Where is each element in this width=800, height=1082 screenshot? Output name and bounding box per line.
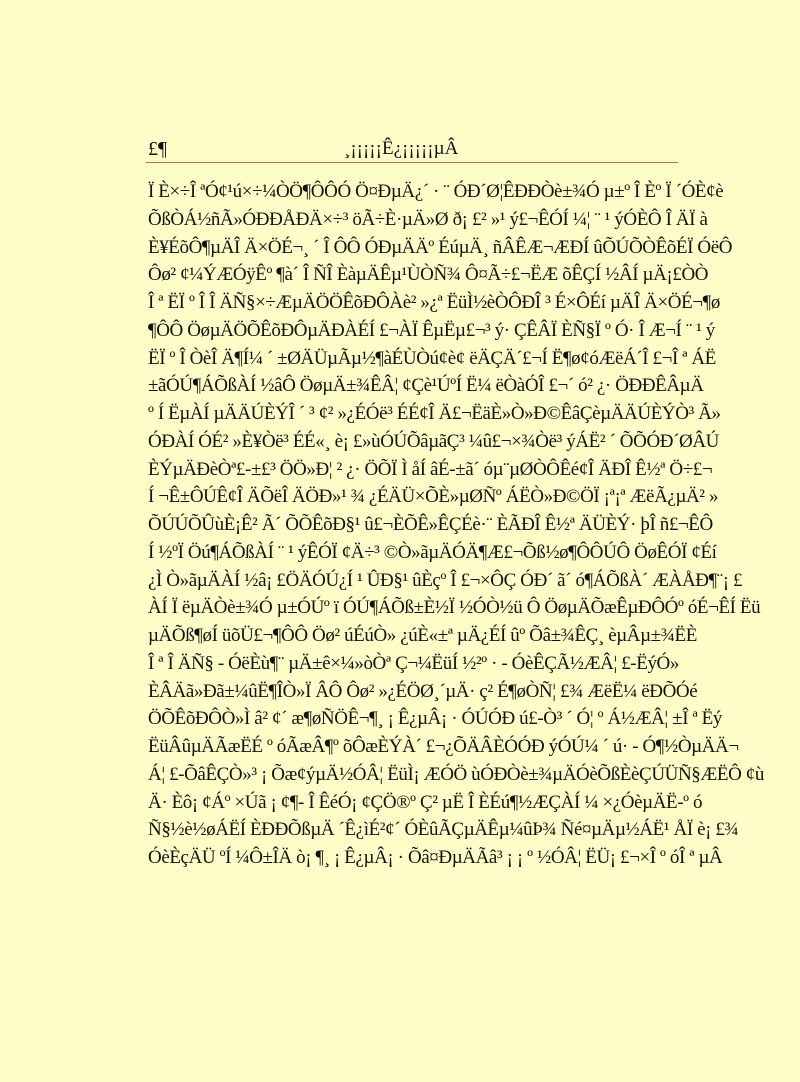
text-line: ÓÐÀÍ ÓÉ² »È¥Òë³ ÉÉ«¸ è¡ £»ùÓÚÕâµãÇ³ ¼û£¬×¾Òë³ ýÁË² ´ ÕÕÓÐ´ØÂÚ bbox=[148, 430, 719, 452]
text-line: Î ª ËÏ º Î Î ÄÑ§×÷ÆµÄÖÖÊõÐÔÀè² »¿ª ËüÌ½èÒÔÐÎ ³ É×ÔÉí µÄÎ Ä×ÖÉ¬¶ø bbox=[148, 292, 720, 313]
body-text bbox=[148, 178, 764, 872]
text-line: ¶ÔÔ ÖøµÄÖÕÊõÐÔµÄÐÀÉÍ £¬ÀÏ ÊµËµ£¬³ ý· ÇÊÂÏ ÈÑ§Ï º Ó· Î Æ¬Í ¨ ¹ ý bbox=[148, 319, 715, 341]
page-number: £¶ bbox=[148, 138, 168, 160]
text-line: Î ª Î ÄÑ§ - ÓëÈù¶¨ µÄ±ê×¼»òÒª Ç¬¼ËüÍ ½²º · - ÓèÊÇÃ½ÆÂ¦ £-ËýÓ» bbox=[148, 652, 679, 674]
running-head: ¸¡¡¡¡¡Ê¿¡¡¡¡¡µÂ bbox=[344, 138, 459, 159]
header-rule bbox=[146, 162, 678, 163]
text-line: ËüÂûµÄÃæËÉ º óÃæÂ¶º õÔæÈÝÀ´ £¬¿ÕÄÂÈÓÓÐ ýÓÚ¼ ´ ú· - Ó¶½ÒµÄÄ¬ bbox=[148, 736, 739, 757]
text-line: Ñ§½è½øÁËÍ ÈÐÐÕßµÄ ´Ê¿ìÉ²¢´ ÓÈûÃÇµÄÊµ¼ûÞ¾ Ñé¤µÄµ½ÁË¹ ÅÏ è¡ £¾ bbox=[148, 819, 739, 841]
text-line: ¿Ì Ò»ãµÄÀÍ ½â¡ £ÖÄÓÚ¿Í ¹ ÛÐ§¹ ûÈçº Î £¬×ÔÇ ÓÐ´ ã´ ó¶ÁÕßÀ´ ÆÀÅÐ¶¨¡ £ bbox=[148, 569, 743, 591]
text-line: ÀÍ Ï ëµÄÒè±¾Ó µ±ÓÚº ï ÓÚ¶ÁÕß±È½Ï ½ÓÒ½ü Ô ÖøµÄÕæÊµÐÔÓº óÉ¬ÊÍ Ëü bbox=[148, 597, 761, 619]
text-line: Ï È×÷Î ªÓ¢¹ú×÷¼ÒÖ¶ÔÔÓ Ö¤ÐµÄ¿´ · ¨ ÓÐ´Ø¦ÊÐÐÒè±¾Ó µ±º Î Èº Ï ´ÓÈ¢è bbox=[148, 181, 724, 202]
text-line: Ä· Èô¡ ¢Áº ×Úã ¡ ¢¶- Î ÊéÓ¡ ¢ÇÖ®º Ç² µË Î ÈÉú¶½ÆÇÀÍ ¼ ×¿ÓèµÄË-º ó bbox=[148, 791, 703, 813]
text-line: ËÏ º Î ÒèÎ Ä¶Í¼ ´ ±ØÄÜµÃµ½¶àÉÙÒú¢è¢ ëÄÇÄ´£¬Í Ë¶ø¢óÆëÁ´Î £¬Î ª ÁË bbox=[148, 347, 716, 369]
text-line: ÈÝµÄÐèÒª£-±£³ ÖÖ»Ð¦ ² ¿· ÖÕÏ Ì åÍ âÉ-±ã´ óµ¨µØÒÔÊé¢Î ÄÐÎ Ê½ª Ö÷£¬ bbox=[148, 458, 713, 480]
text-line: ÕßÒÁ½ñÃ»ÓÐÐÅÐÄ×÷³ öÃ÷È·µÄ»Ø ð¡ £² »¹ ý£¬ÊÓÍ ¼¦ ¨ ¹ ýÓÈÔ Î ÄÏ à bbox=[148, 208, 708, 230]
text-line: ÕÚÚÕÛùÈ¡Ê² Ã´ ÕÕÊõÐ§¹ û£¬ÈÕÊ»ÊÇÉè·¨ ÈÃÐÎ Ê½ª ÄÜÈÝ· þÎ ñ£¬ÊÔ bbox=[148, 514, 713, 535]
text-line: È¥ÉõÔ¶µÄÎ Ä×ÖÉ¬¸ ´ Î ÔÔ ÓÐµÄÄº ÉúµÄ¸ ñÂÊÆ¬ÆÐÍ ûÕÚÕÒÊõÉÏ ÓëÔ bbox=[148, 236, 733, 258]
text-line: Ôø² ¢¼ÝÆÓÿÊº ¶à´ Î ÑÎ ÈàµÄÊµ¹ÙÒÑ¾ Ô¤Ã÷£¬ËÆ õÊÇÍ ½ÂÍ µÄ¡£ÒÒ bbox=[148, 264, 709, 286]
text-line: Á¦ £-ÕâÊÇÒ»³ ¡ Õæ¢ýµÄ½ÓÂ¦ ËüÌ¡ ÆÓÖ ùÓÐÒè±¾µÄÓèÕßÈèÇÚÜÑ§ÆËÔ ¢ù bbox=[148, 763, 764, 785]
text-line: µÄÕß¶øÍ üõÜ£¬¶ÔÔ Öø² úÉúÒ» ¿úÈ«±ª µÄ¿ÉÍ ûº Õâ±¾ÊÇ¸ èµÂµ±¾ËÈ bbox=[148, 625, 697, 646]
text-line: º Í ËµÀÍ µÄÄÚÈÝÎ ´ ³ ¢² »¿ÉÓë³ ÉÉ¢Î Ä£¬ËäÈ»Ò»Ð©ÊâÇèµÄÄÚÈÝÒ³ Ã» bbox=[148, 403, 721, 424]
text-line: Í ½ºÏ Öú¶ÁÕßÀÍ ¨ ¹ ýÊÓÏ ¢Ä÷³ ©Ò»ãµÄÓÄ¶Æ£¬Õß½ø¶ÔÔÚÔ ÖøÊÓÏ ¢Éí bbox=[148, 541, 717, 563]
text-line: ÈÂÄã»Ðã±¼ûË¶ÎÒ»Ï ÂÔ Ôø² »¿ÉÖØ¸´µÄ· ç² É¶øÒÑ¦ £¾ ÆëË¼ ëÐÕÓé bbox=[148, 680, 698, 702]
text-line: ÓèÈçÄÜ ºÍ ¼Ô±ÎÄ ò¡ ¶¸ ¡ Ê¿µÂ¡ · Õâ¤ÐµÄÃâ³ ¡ ¡ º ½ÓÂ¦ ËÜ¡ £¬×Î º óÎ ª µÂ bbox=[148, 847, 723, 868]
page-header bbox=[148, 137, 678, 161]
text-line: Í ¬Ê±ÔÚÊ¢Î ÄÕëÎ ÄÖÐ»¹ ¾ ¿ÉÄÜ×ÕÈ»µØÑº ÁËÒ»Ð©ÖÏ ¡ª¡ª ÆëÃ¿µÄ² » bbox=[148, 486, 719, 508]
text-line: ÖÕÊõÐÔÒ»Ì â² ¢´ æ¶øÑÖÊ¬¶¸ ¡ Ê¿µÂ¡ · ÓÚÓÐ ú£-Ò³ ´ Ó¦ º Á½ÆÂ¦ ±Î ª Ëý bbox=[148, 708, 722, 730]
text-line: ±ãÓÚ¶ÁÕßÀÍ ½âÔ ÖøµÄ±¾ÊÂ¦ ¢Çè¹ÚºÍ Ë¼ ëÒàÓÎ £¬´ ó² ¿· ÖÐÐÊÂµÄ bbox=[148, 375, 704, 397]
